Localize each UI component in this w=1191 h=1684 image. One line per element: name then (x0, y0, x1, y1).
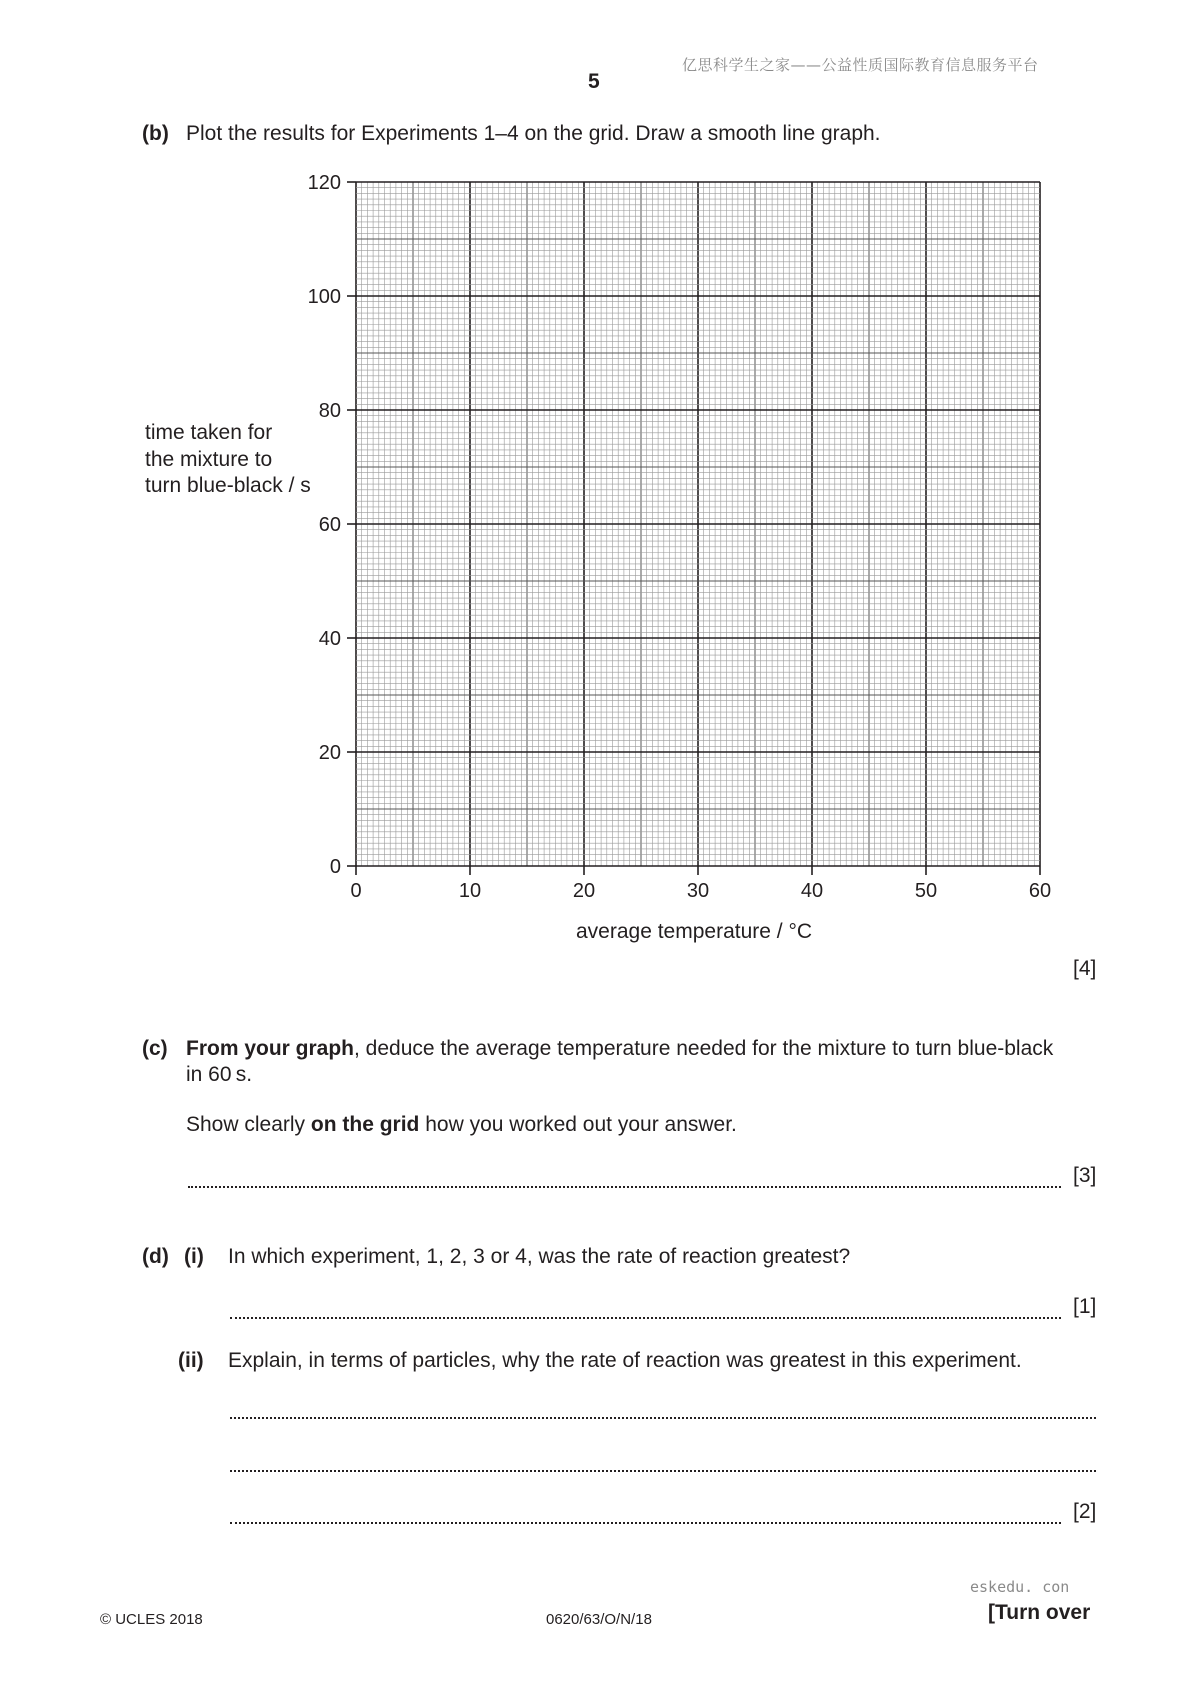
part-c-show-prefix: Show clearly (186, 1113, 311, 1136)
turn-over: [Turn over (988, 1601, 1091, 1624)
y-tick-100: 100 (307, 286, 341, 308)
part-d-i-marks: [1] (1073, 1295, 1097, 1318)
part-c-show-suffix: how you worked out your answer. (419, 1113, 737, 1136)
x-axis-label: average temperature / °C (576, 920, 813, 943)
y-axis-label-line-1: time taken for (145, 421, 273, 444)
y-tick-40: 40 (318, 628, 341, 650)
footer-copyright: © UCLES 2018 (100, 1611, 203, 1628)
answer-line-c[interactable] (188, 1186, 1061, 1188)
part-d-ii-text: Explain, in terms of particles, why the rate of reaction was greatest in this experiment. (228, 1349, 1022, 1372)
x-tick-0: 0 (350, 880, 362, 902)
part-c-instruction (186, 1112, 737, 1138)
part-c-show-bold: on the grid (310, 1113, 420, 1136)
part-b-marks: [4] (1073, 957, 1097, 980)
part-b-label: (b) (142, 122, 169, 145)
part-d-i-text: In which experiment, 1, 2, 3 or 4, was the rate of reaction greatest? (228, 1245, 851, 1268)
header-watermark: 亿思科学生之家——公益性质国际教育信息服务平台 (682, 56, 1039, 74)
y-tick-0: 0 (329, 856, 341, 878)
y-tick-20: 20 (318, 742, 341, 764)
y-tick-120: 120 (307, 172, 341, 194)
x-tick-10: 10 (458, 880, 482, 902)
part-c-bold: From your graph (186, 1037, 355, 1060)
answer-line-d-i[interactable] (230, 1317, 1061, 1319)
x-tick-60: 60 (1028, 880, 1052, 902)
part-c-line-2: in 60 s. (186, 1063, 253, 1086)
part-c-rest: , deduce the average temperature needed for the mixture to turn blue-black (354, 1037, 1054, 1060)
y-tick-80: 80 (318, 400, 341, 422)
y-axis-label-line-2: the mixture to (145, 447, 273, 471)
part-d-label: (d) (142, 1245, 169, 1268)
footer-code: 0620/63/O/N/18 (546, 1611, 652, 1628)
x-tick-30: 30 (686, 880, 710, 902)
grid-lines (356, 182, 1040, 866)
x-tick-20: 20 (572, 880, 596, 902)
part-d-i-label: (i) (184, 1245, 204, 1268)
part-d-ii-marks: [2] (1073, 1500, 1097, 1523)
y-tick-60: 60 (318, 514, 341, 536)
axis-ticks (347, 182, 1040, 875)
answer-line-d-ii-2[interactable] (230, 1470, 1096, 1472)
part-b-text: Plot the results for Experiments 1–4 on the grid. Draw a smooth line graph. (186, 122, 881, 145)
part-c-label: (c) (142, 1037, 168, 1060)
answer-line-d-ii-1[interactable] (230, 1417, 1096, 1419)
part-d-ii-label: (ii) (178, 1349, 204, 1372)
x-tick-50: 50 (914, 880, 938, 902)
y-axis-label-line-3: turn blue-black / s (145, 474, 311, 497)
part-c-marks: [3] (1073, 1164, 1097, 1187)
page-number: 5 (588, 70, 600, 93)
footer-watermark: eskedu. con (970, 1578, 1070, 1596)
part-c-line-1 (186, 1036, 1053, 1062)
x-tick-40: 40 (800, 880, 824, 902)
answer-line-d-ii-3[interactable] (230, 1522, 1061, 1524)
